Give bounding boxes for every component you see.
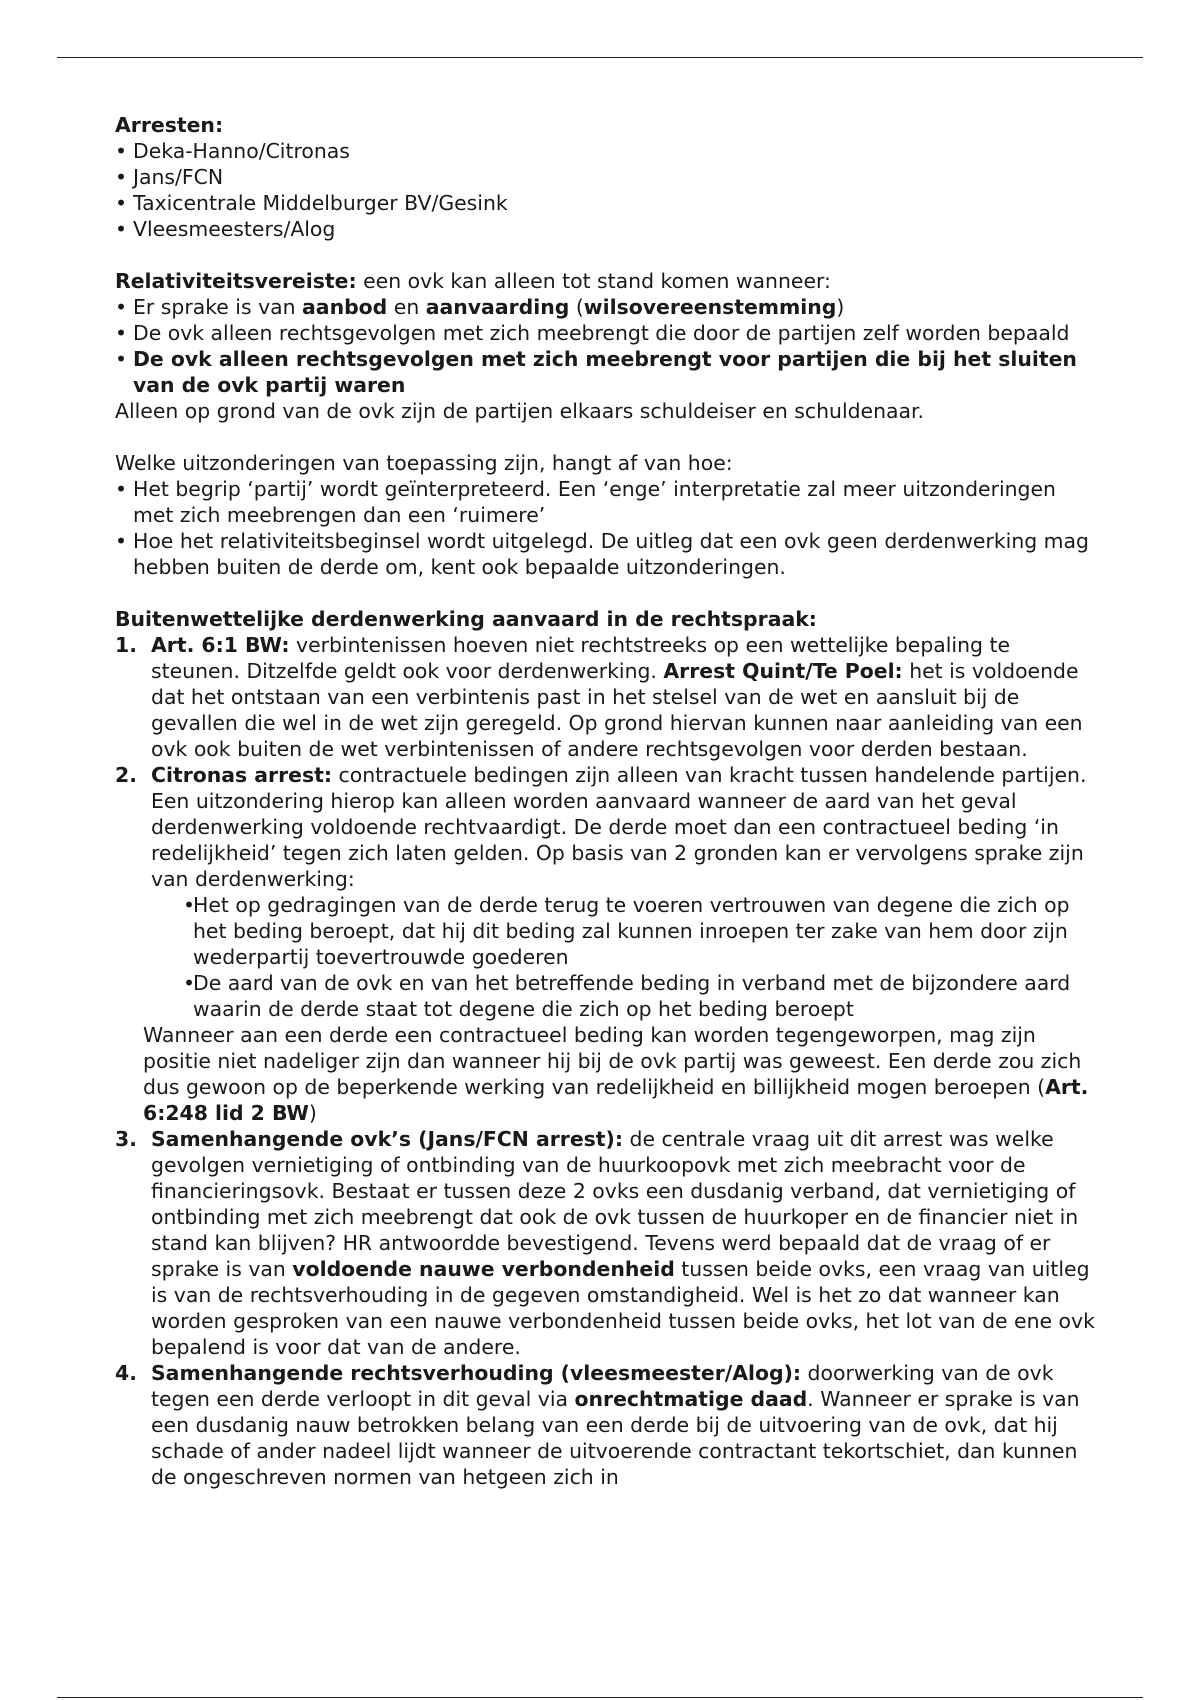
list-item: • De aard van de ovk en van het betreffende beding in verband met de bijzondere aard waarin de derde staat tot degene die zich op het beding beroept: [183, 970, 1095, 1022]
uitzonderingen-list: [115, 476, 1095, 580]
list-item: • Het op gedragingen van de derde terug te voeren vertrouwen van degene die zich op het beding beroept, dat hij dit beding zal kunnen inroepen ter zake van hem door zijn wederpartij toevertrouwde goederen: [183, 892, 1095, 970]
buitenwettelijk-list: [115, 632, 1095, 1490]
list-item: • De ovk alleen rechtsgevolgen met zich meebrengt voor partijen die bij het sluiten van de ovk partij waren: [115, 346, 1095, 398]
citronas-closing: Wanneer aan een derde een contractueel beding kan worden tegengeworpen, mag zijn positie niet nadeliger zijn dan wanneer hij bij de ovk partij was geweest. Een derde zou zich dus gewoon op de beperkende werking van redelijkheid en billijkheid mogen beroepen (Art. 6:248 lid 2 BW): [143, 1023, 1089, 1125]
list-item: 1. Art. 6:1 BW: verbintenissen hoeven niet rechtstreeks op een wettelijke bepaling te steunen. Ditzelfde geldt ook voor derdenwerking. Arrest Quint/Te Poel: het is voldoende dat het ontstaan van een verbintenis past in het stelsel van de wet en aansluit bij de gevallen die wel in de wet zijn geregeld. Op grond hiervan kunnen naar aanleiding van een ovk ook buiten de wet verbintenissen of andere rechtsgevolgen voor derden bestaan.: [115, 633, 1083, 761]
list-item: • De ovk alleen rechtsgevolgen met zich meebrengt die door de partijen zelf worden bepaald: [115, 320, 1095, 346]
list-item: • Deka-Hanno/Citronas: [115, 138, 1095, 164]
buitenwettelijk-heading: Buitenwettelijke derdenwerking aanvaard in de rechtspraak:: [115, 607, 817, 631]
relativiteit-intro: Relativiteitsvereiste: een ovk kan alleen tot stand komen wanneer:: [115, 269, 831, 293]
list-item: • Er sprake is van aanbod en aanvaarding (wilsovereenstemming): [115, 294, 1095, 320]
relativiteit-list: [115, 294, 1095, 398]
list-item: • Hoe het relativiteitsbeginsel wordt uitgelegd. De uitleg dat een ovk geen derdenwerking mag hebben buiten de derde om, kent ook bepaalde uitzonderingen.: [115, 528, 1095, 580]
arresten-list: [115, 138, 1095, 242]
citronas-grounds-list: [151, 892, 1095, 1022]
list-item: • Taxicentrale Middelburger BV/Gesink: [115, 190, 1095, 216]
document-body: [115, 112, 1095, 1490]
list-item: 4. Samenhangende rechtsverhouding (vleesmeester/Alog): doorwerking van de ovk tegen een derde verloopt in dit geval via onrechtmatige daad. Wanneer er sprake is van een dusdanig nauw betrokken belang van een derde bij de uitvoering van de ovk, dat hij schade of ander nadeel lijdt wanneer de uitvoerende contractant tekortschiet, dan kunnen de ongeschreven normen van hetgeen zich in: [115, 1361, 1080, 1489]
list-item: 3. Samenhangende ovk’s (Jans/FCN arrest): de centrale vraag uit dit arrest was welke gevolgen vernietiging of ontbinding van de huurkoopovk met zich meebracht voor de financieringsovk. Bestaat er tussen deze 2 ovks een dusdanig verband, dat vernietiging of ontbinding met zich meebrengt dat ook de ovk tussen de huurkoper en de financier niet in stand kan blijven? HR antwoordde bevestigend. Tevens werd bepaald dat de vraag of er sprake is van voldoende nauwe verbondenheid tussen beide ovks, een vraag van uitleg is van de rechtsverhouding in de gegeven omstandigheid. Wel is het zo dat wanneer kan worden gesproken van een nauwe verbondenheid tussen beide ovks, het lot van de ene ovk bepalend is voor dat van de andere.: [115, 1127, 1095, 1359]
footer-rule: [57, 1697, 1143, 1698]
arresten-heading: Arresten:: [115, 113, 224, 137]
list-item: • Het begrip ‘partij’ wordt geïnterpreteerd. Een ‘enge’ interpretatie zal meer uitzonderingen met zich meebrengen dan een ‘ruimere’: [115, 476, 1095, 528]
relativiteit-closing: Alleen op grond van de ovk zijn de partijen elkaars schuldeiser en schuldenaar.: [115, 399, 925, 423]
list-item: • Vleesmeesters/Alog: [115, 216, 1095, 242]
uitzonderingen-intro: Welke uitzonderingen van toepassing zijn, hangt af van hoe:: [115, 451, 733, 475]
list-item: • Jans/FCN: [115, 164, 1095, 190]
list-item: 2. Citronas arrest: contractuele bedingen zijn alleen van kracht tussen handelende partijen. Een uitzondering hierop kan alleen worden aanvaard wanneer de aard van het geval derdenwerking voldoende rechtvaardigt. De derde moet dan een contractueel beding ‘in redelijkheid’ tegen zich laten gelden. Op basis van 2 gronden kan er vervolgens sprake zijn van derdenwerking: • Het op gedragingen van de derde terug te voeren vertrouwen van degene die zich op het beding beroept, dat hij dit beding zal kunnen inroepen ter zake van hem door zijn wederpartij toevertrouwde goederen • De aard van de ovk en van het betreffende beding in verband met de bijzondere aard waarin de derde staat tot degene die zich op het beding beroept Wanneer aan een derde een contractueel beding kan worden tegengeworpen, mag zijn positie niet nadeliger zijn dan wanneer hij bij de ovk partij was geweest. Een derde zou zich dus gewoon op de beperkende werking van redelijkheid en billijkheid mogen beroepen (Art. 6:248 lid 2 BW): [115, 762, 1095, 1126]
header-rule: [57, 57, 1143, 58]
